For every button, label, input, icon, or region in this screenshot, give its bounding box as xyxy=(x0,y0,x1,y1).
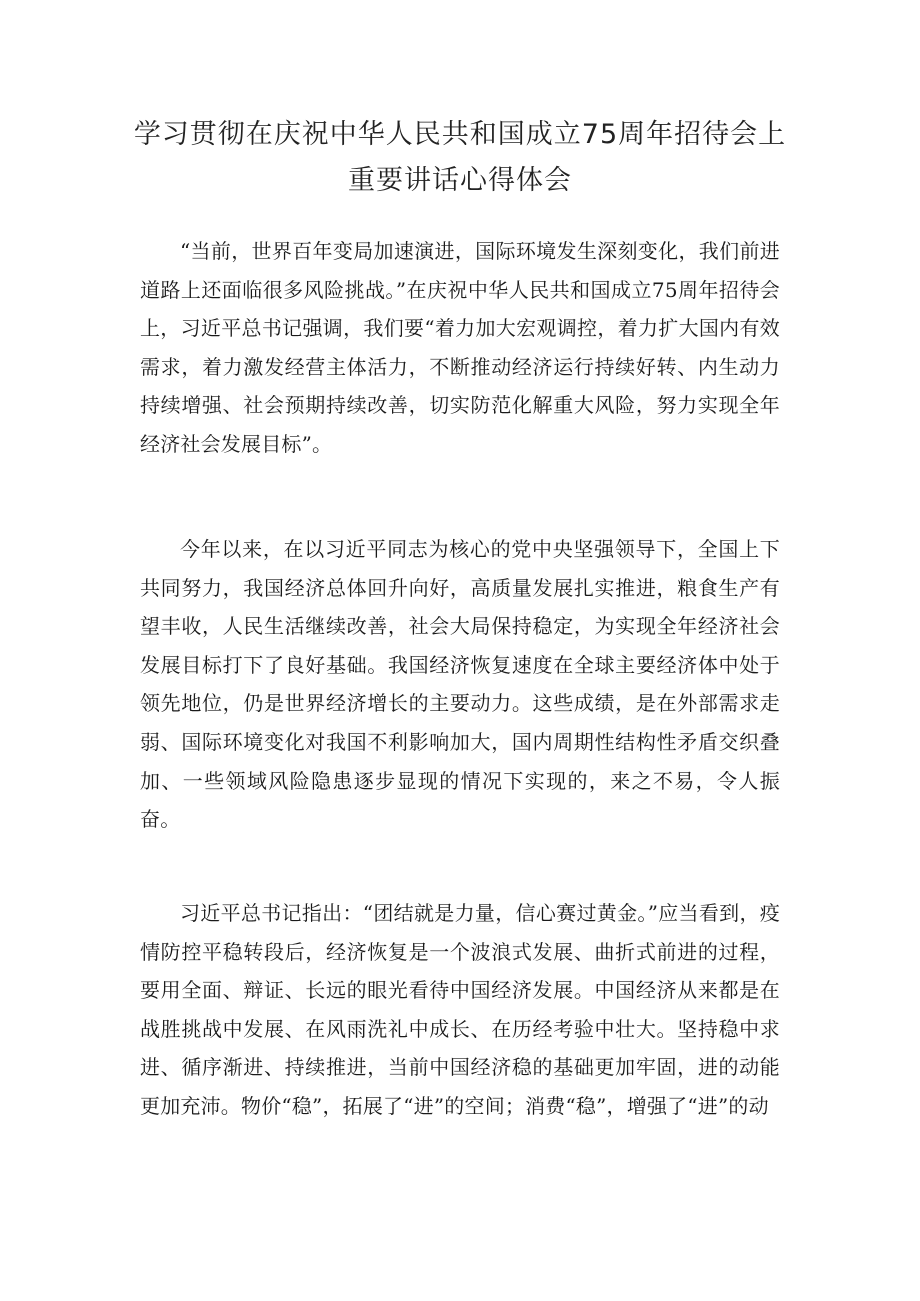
paragraph-3: 习近平总书记指出：“团结就是力量，信心赛过黄金。”应当看到，疫情防控平稳转段后，经济恢复是一个波浪式发展、曲折式前进的过程，要用全面、辩证、长远的眼光看待中国经济发展。中国经济从来都是在战胜挑战中发展、在风雨洗礼中成长、在历经考验中壮大。坚持稳中求进、循序渐进、持续推进，当前中国经济稳的基础更加牢固，进的动能更加充沛。物价“稳”，拓展了“进”的空间；消费“稳”，增强了“进”的动 xyxy=(140,901,780,1118)
paragraph-2: 今年以来，在以习近平同志为核心的党中央坚强领导下，全国上下共同努力，我国经济总体回升向好，高质量发展扎实推进，粮食生产有望丰收，人民生活继续改善，社会大局保持稳定，为实现全年经济社会发展目标打下了良好基础。我国经济恢复速度在全球主要经济体中处于领先地位，仍是世界经济增长的主要动力。这些成绩，是在外部需求走弱、国际环境变化对我国不利影响加大，国内周期性结构性矛盾交织叠加、一些领域风险隐患逐步显现的情况下实现的，来之不易，令人振奋。 xyxy=(140,537,780,832)
paragraph-1: “当前，世界百年变局加速演进，国际环境发生深刻变化，我们前进道路上还面临很多风险挑战。”在庆祝中华人民共和国成立75周年招待会上，习近平总书记强调，我们要“着力加大宏观调控，着力扩大国内有效需求，着力激发经营主体活力，不断推动经济运行持续好转、内生动力持续增强、社会预期持续改善，切实防范化解重大风险，努力实现全年经济社会发展目标”。 xyxy=(140,239,780,456)
document-title: 学习贯彻在庆祝中华人民共和国成立75周年招待会上重要讲话心得体会 xyxy=(133,119,787,196)
